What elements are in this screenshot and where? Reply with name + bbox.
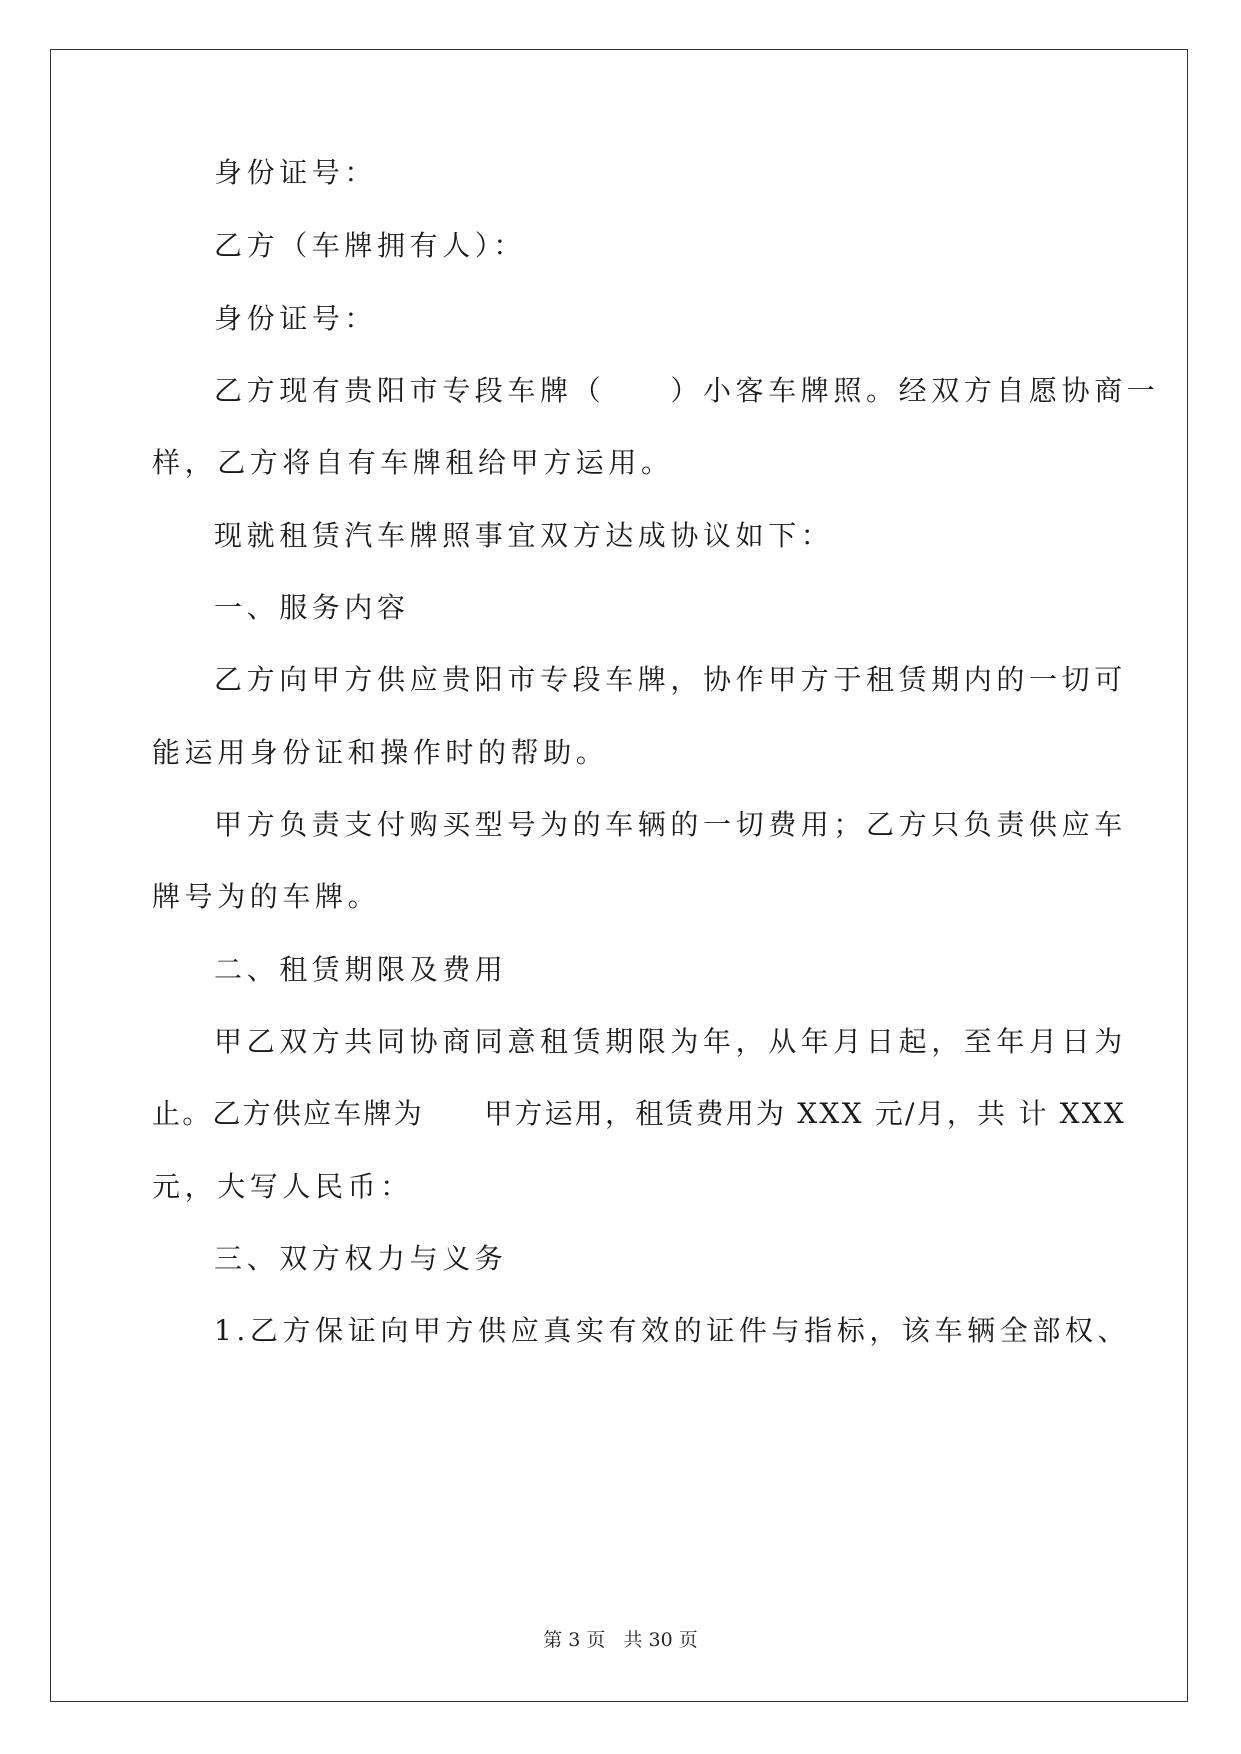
page-border: [50, 49, 1188, 1702]
page-footer: [0, 1628, 1241, 1652]
paragraph-line: 1.乙方保证向甲方供应真实有效的证件与指标，该车辆全部权、: [214, 1314, 1131, 1347]
paragraph-line: 乙方向甲方供应贵阳市专段车牌，协作甲方于租赁期内的一切可: [214, 663, 1127, 696]
section-heading: 二、租赁期限及费用: [214, 953, 508, 986]
paragraph-line: 身份证号：: [214, 156, 378, 189]
paragraph-line: 乙方现有贵阳市专段车牌（ ）小客车牌照。经双方自愿协商一: [214, 374, 1160, 407]
paragraph-line: 乙方（车牌拥有人）：: [214, 229, 527, 262]
paragraph-line: 能运用身份证和操作时的帮助。: [152, 736, 609, 769]
paragraph-line: 止。乙方供应车牌为 甲方运用，租赁费用为 XXX 元/月，共 计 XXX: [152, 1097, 1127, 1130]
page-total: 共 30 页: [623, 1629, 698, 1651]
page-number: 第 3 页: [543, 1629, 606, 1651]
section-heading: 三、双方权力与义务: [214, 1242, 508, 1275]
paragraph-line: 牌号为的车牌。: [152, 880, 381, 913]
paragraph-line: 甲乙双方共同协商同意租赁期限为年，从年月日起，至年月日为: [214, 1025, 1127, 1058]
paragraph-line: 元，大写人民币：: [152, 1170, 413, 1203]
paragraph-line: 样，乙方将自有车牌租给甲方运用。: [152, 446, 674, 479]
paragraph-line: 身份证号：: [214, 302, 378, 335]
section-heading: 一、服务内容: [214, 591, 410, 624]
paragraph-line: 甲方负责支付购买型号为的车辆的一切费用；乙方只负责供应车: [214, 808, 1127, 841]
paragraph-line: 现就租赁汽车牌照事宜双方达成协议如下：: [214, 519, 834, 552]
